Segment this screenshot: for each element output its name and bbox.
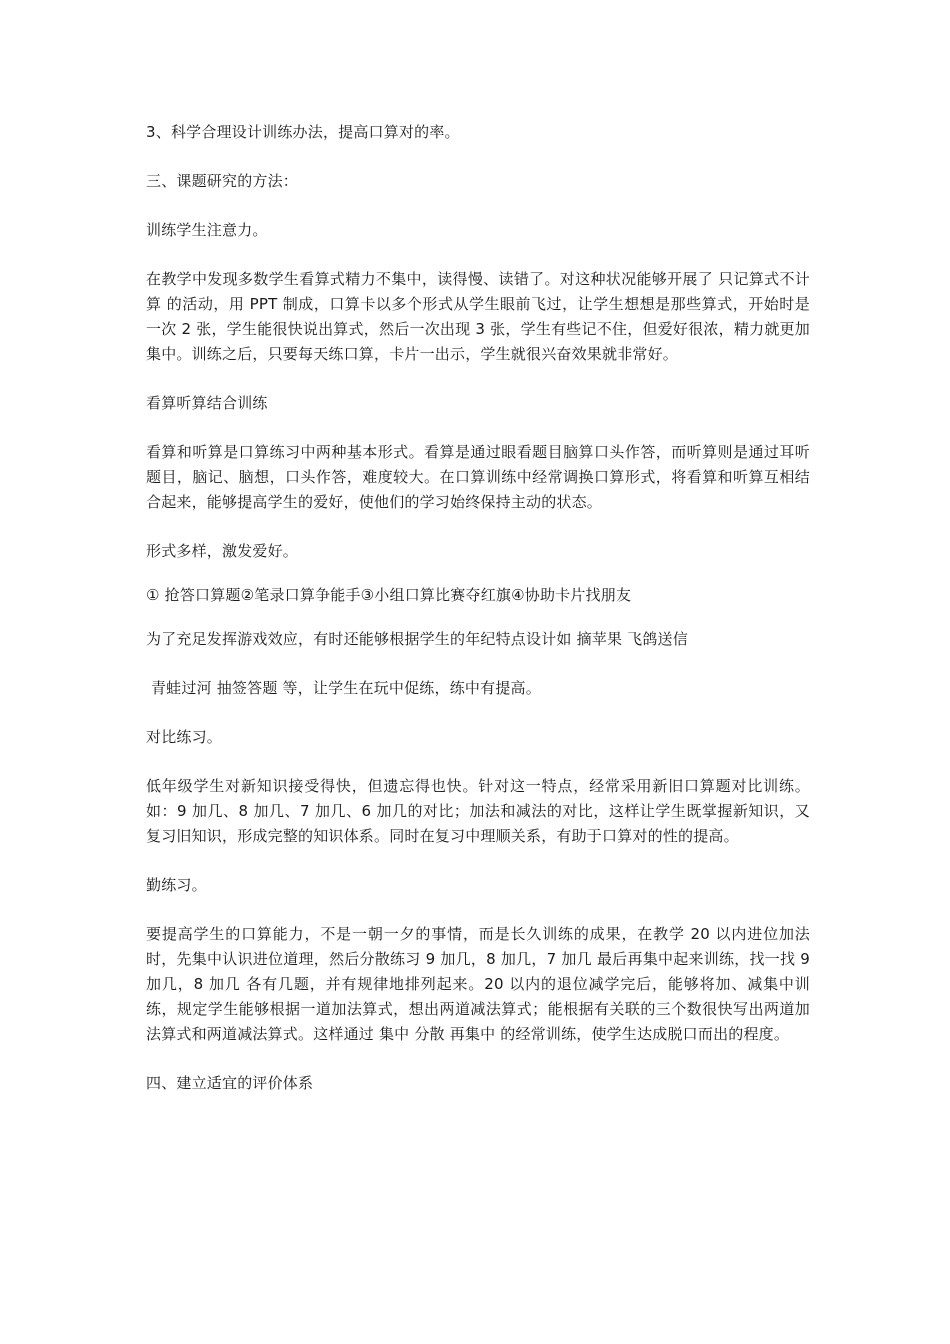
document-body <box>146 120 810 1096</box>
subheading-practice: 勤练习。 <box>146 876 207 894</box>
list-item-3: 3、科学合理设计训练办法，提高口算对的率。 <box>146 123 460 141</box>
subheading-attention: 训练学生注意力。 <box>146 221 268 239</box>
paragraph-attention: 在教学中发现多数学生看算式精力不集中，读得慢、读错了。对这种状况能够开展了 只记算式不计算 的活动，用 PPT 制成，口算卡以多个形式从学生眼前飞过，让学生想想是那些算式，开始时是一次 2 张，学生能很快说出算式，然后一次出现 3 张，学生有些记不住，但爱好很浓，精力就更加集中。训练之后，只要每天练口算，卡片一出示，学生就很兴奋效果就非常好。 <box>146 270 810 363</box>
subheading-variety: 形式多样，激发爱好。 <box>146 542 299 560</box>
subheading-comparison: 对比练习。 <box>146 728 223 746</box>
section-heading-methods: 三、课题研究的方法： <box>146 172 299 190</box>
paragraph-games-cont: 青蛙过河 抽签答题 等，让学生在玩中促练，练中有提高。 <box>146 679 541 697</box>
paragraph-look-listen: 看算和听算是口算练习中两种基本形式。看算是通过眼看题目脑算口头作答，而听算则是通过耳听题目，脑记、脑想，口头作答，难度较大。在口算训练中经常调换口算形式，将看算和听算互相结合起来，能够提高学生的爱好，使他们的学习始终保持主动的状态。 <box>146 443 810 511</box>
paragraph-activities: ① 抢答口算题②笔录口算争能手③小组口算比赛夺红旗④协助卡片找朋友 <box>146 586 632 604</box>
subheading-look-listen: 看算听算结合训练 <box>146 394 268 412</box>
paragraph-practice: 要提高学生的口算能力，不是一朝一夕的事情，而是长久训练的成果，在教学 20 以内进位加法时，先集中认识进位道理，然后分散练习 9 加几，8 加几，7 加几 最后再集中起来训练，找一找 9 加几，8 加几 各有几题，并有规律地排列起来。20 以内的退位减学完后，能够将加、减集中训练，规定学生能够根据一道加法算式，想出两道减法算式；能根据有关联的三个数很快写出两道加法算式和两道减法算式。这样通过 集中 分散 再集中 的经常训练，使学生达成脱口而出的程度。 <box>146 925 810 1043</box>
section-heading-evaluation: 四、建立适宜的评价体系 <box>146 1074 314 1092</box>
paragraph-comparison: 低年级学生对新知识接受得快，但遗忘得也快。针对这一特点，经常采用新旧口算题对比训练。如：9 加几、8 加几、7 加几、6 加几的对比；加法和减法的对比，这样让学生既掌握新知识，又复习旧知识，形成完整的知识体系。同时在复习中理顺关系，有助于口算对的性的提高。 <box>146 777 810 845</box>
paragraph-games: 为了充足发挥游戏效应，有时还能够根据学生的年纪特点设计如 摘苹果 飞鸽送信 <box>146 630 688 648</box>
